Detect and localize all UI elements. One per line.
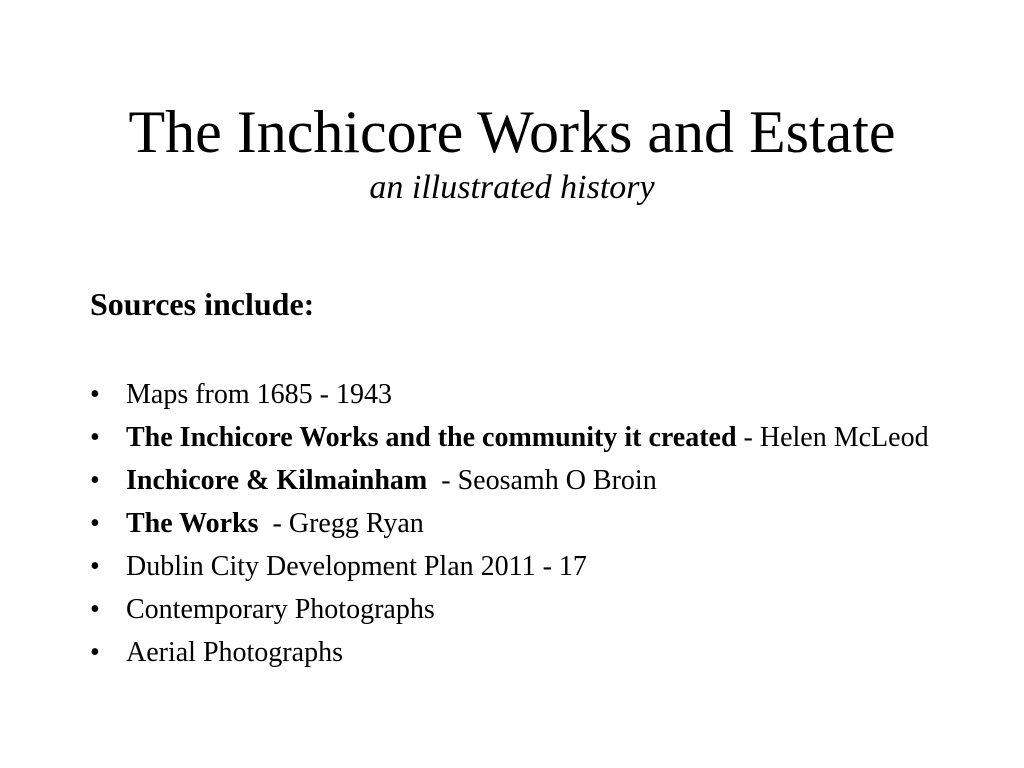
bullet-icon: • <box>90 422 100 453</box>
bullet-icon: • <box>90 379 100 410</box>
list-item-title: The Inchicore Works and the community it created <box>126 422 737 453</box>
list-item-text: Contemporary Photographs <box>126 594 435 625</box>
list-item-title: The Works <box>126 508 259 539</box>
slide-title: The Inchicore Works and Estate <box>128 99 896 165</box>
list-item-author: - Gregg Ryan <box>258 508 424 539</box>
list-item <box>90 466 970 496</box>
list-item <box>90 509 970 539</box>
sources-heading: Sources include: <box>90 286 315 322</box>
list-item <box>90 552 970 582</box>
bullet-icon: • <box>90 508 100 539</box>
list-item <box>90 595 970 625</box>
list-item-author: - Helen McLeod <box>736 422 929 453</box>
list-item-text: Dublin City Development Plan 2011 - 17 <box>126 551 587 582</box>
sources-list <box>90 380 970 681</box>
list-item-title: Inchicore & Kilmainham <box>126 465 428 496</box>
list-item-text: Maps from 1685 - 1943 <box>126 379 392 410</box>
list-item-text: Aerial Photographs <box>126 637 343 668</box>
list-item <box>90 423 970 453</box>
bullet-icon: • <box>90 594 100 625</box>
list-item <box>90 638 970 668</box>
list-item-author: - Seosamh O Broin <box>427 465 657 496</box>
list-item <box>90 380 970 410</box>
bullet-icon: • <box>90 637 100 668</box>
title-block <box>0 96 1024 208</box>
bullet-icon: • <box>90 551 100 582</box>
slide-subtitle: an illustrated history <box>369 169 655 206</box>
bullet-icon: • <box>90 465 100 496</box>
